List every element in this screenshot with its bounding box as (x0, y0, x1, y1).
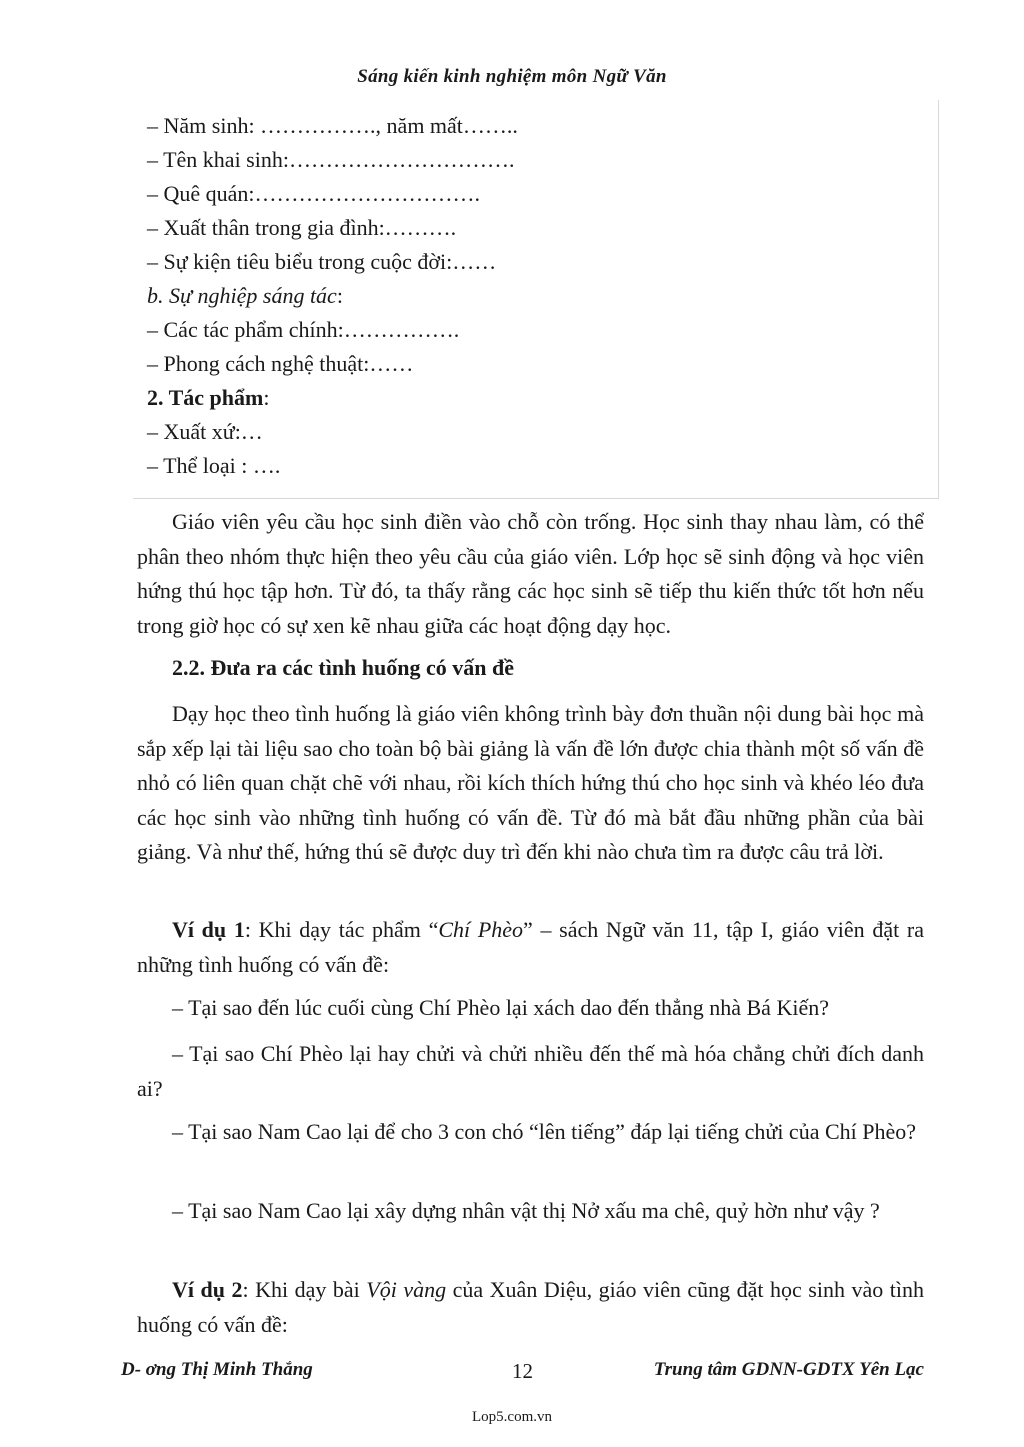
watermark: Lop5.com.vn (472, 1409, 552, 1425)
example-label: Ví dụ 1 (172, 917, 245, 942)
page-number: 12 (512, 1359, 533, 1383)
question-text: – Tại sao Chí Phèo lại hay chửi và chửi nhiều đến thế mà hóa chẳng chửi đích danh ai? (137, 1041, 924, 1101)
outline-line: – Các tác phẩm chính:……………. (147, 317, 460, 342)
outline-line: – Xuất thân trong gia đình:………. (147, 215, 457, 240)
work-title: Chí Phèo (438, 917, 524, 942)
outline-subheading-text: b. Sự nghiệp sáng tác (147, 283, 337, 308)
question (137, 1115, 924, 1150)
outline-line: – Thể loại : …. (147, 453, 281, 478)
paragraph-text: Dạy học theo tình huống là giáo viên không trình bày đơn thuần nội dung bài học mà sắp xếp lại tài liệu sao cho toàn bộ bài giảng là vấn đề lớn được chia thành một số vấn đề nhỏ có liên quan chặt chẽ với nhau, rồi kích thích hứng thú cho học sinh và khéo léo đưa các học sinh vào những tình huống có vấn đề. Từ đó mà bắt đầu những phần của bài giảng. Và như thế, hứng thú sẽ được duy trì đến khi nào chưa tìm ra được câu trả lời. (137, 701, 924, 864)
outline-line: – Quê quán:…………………………. (147, 181, 481, 206)
question (137, 1037, 924, 1106)
colon: : (263, 385, 270, 410)
outline-line: – Năm sinh: ……………., năm mất…….. (147, 113, 518, 138)
paragraph (137, 697, 924, 870)
example-text: : Khi dạy tác phẩm “ (244, 917, 439, 942)
work-title: Vội vàng (366, 1277, 447, 1302)
footer-author: D- ơng Thị Minh Thắng (121, 1359, 313, 1380)
example-text: của Xuân Diệu, giáo viên cũng đặt học sinh vào tình huống có vấn đề: (137, 1277, 924, 1337)
outline-subheading (147, 381, 269, 415)
example-paragraph (137, 1273, 924, 1342)
outline-line: – Sự kiện tiêu biểu trong cuộc đời:…… (147, 249, 497, 274)
section-heading: 2.2. Đưa ra các tình huống có vấn đề (172, 655, 514, 680)
footer-center: Trung tâm GDNN-GDTX Yên Lạc (653, 1359, 924, 1380)
outline-line: – Xuất xứ:… (147, 419, 263, 444)
outline-subheading-text: 2. Tác phẩm (147, 385, 264, 410)
example-label: Ví dụ 2 (172, 1277, 243, 1302)
colon: : (336, 283, 343, 308)
outline-line: – Tên khai sinh:…………………………. (147, 147, 515, 172)
example-text: ” – sách Ngữ văn 11, tập I, giáo viên đặt ra những tình huống có vấn đề: (137, 917, 924, 977)
question-text: – Tại sao đến lúc cuối cùng Chí Phèo lại xách dao đến thẳng nhà Bá Kiến? (172, 995, 829, 1020)
question (137, 991, 924, 1026)
example-paragraph (137, 913, 924, 982)
outline-line: – Phong cách nghệ thuật:…… (147, 351, 414, 376)
paragraph-text: Giáo viên yêu cầu học sinh điền vào chỗ còn trống. Học sinh thay nhau làm, có thể phân theo nhóm thực hiện theo yêu cầu của giáo viên. Lớp học sẽ sinh động và học viên hứng thú học tập hơn. Từ đó, ta thấy rằng các học sinh sẽ tiếp thu kiến thức tốt hơn nếu trong giờ học có sự xen kẽ nhau giữa các hoạt động dạy học. (137, 509, 924, 638)
question-text: – Tại sao Nam Cao lại để cho 3 con chó “lên tiếng” đáp lại tiếng chửi của Chí Phèo? (172, 1119, 917, 1144)
question (137, 1194, 924, 1229)
example-text: : Khi dạy bài (242, 1277, 367, 1302)
question-text: – Tại sao Nam Cao lại xây dựng nhân vật thị Nở xấu ma chê, quỷ hờn như vậy ? (172, 1198, 880, 1223)
page-header: Sáng kiến kinh nghiệm môn Ngữ Văn (357, 66, 667, 87)
paragraph (137, 505, 924, 643)
outline-subheading (147, 279, 343, 313)
